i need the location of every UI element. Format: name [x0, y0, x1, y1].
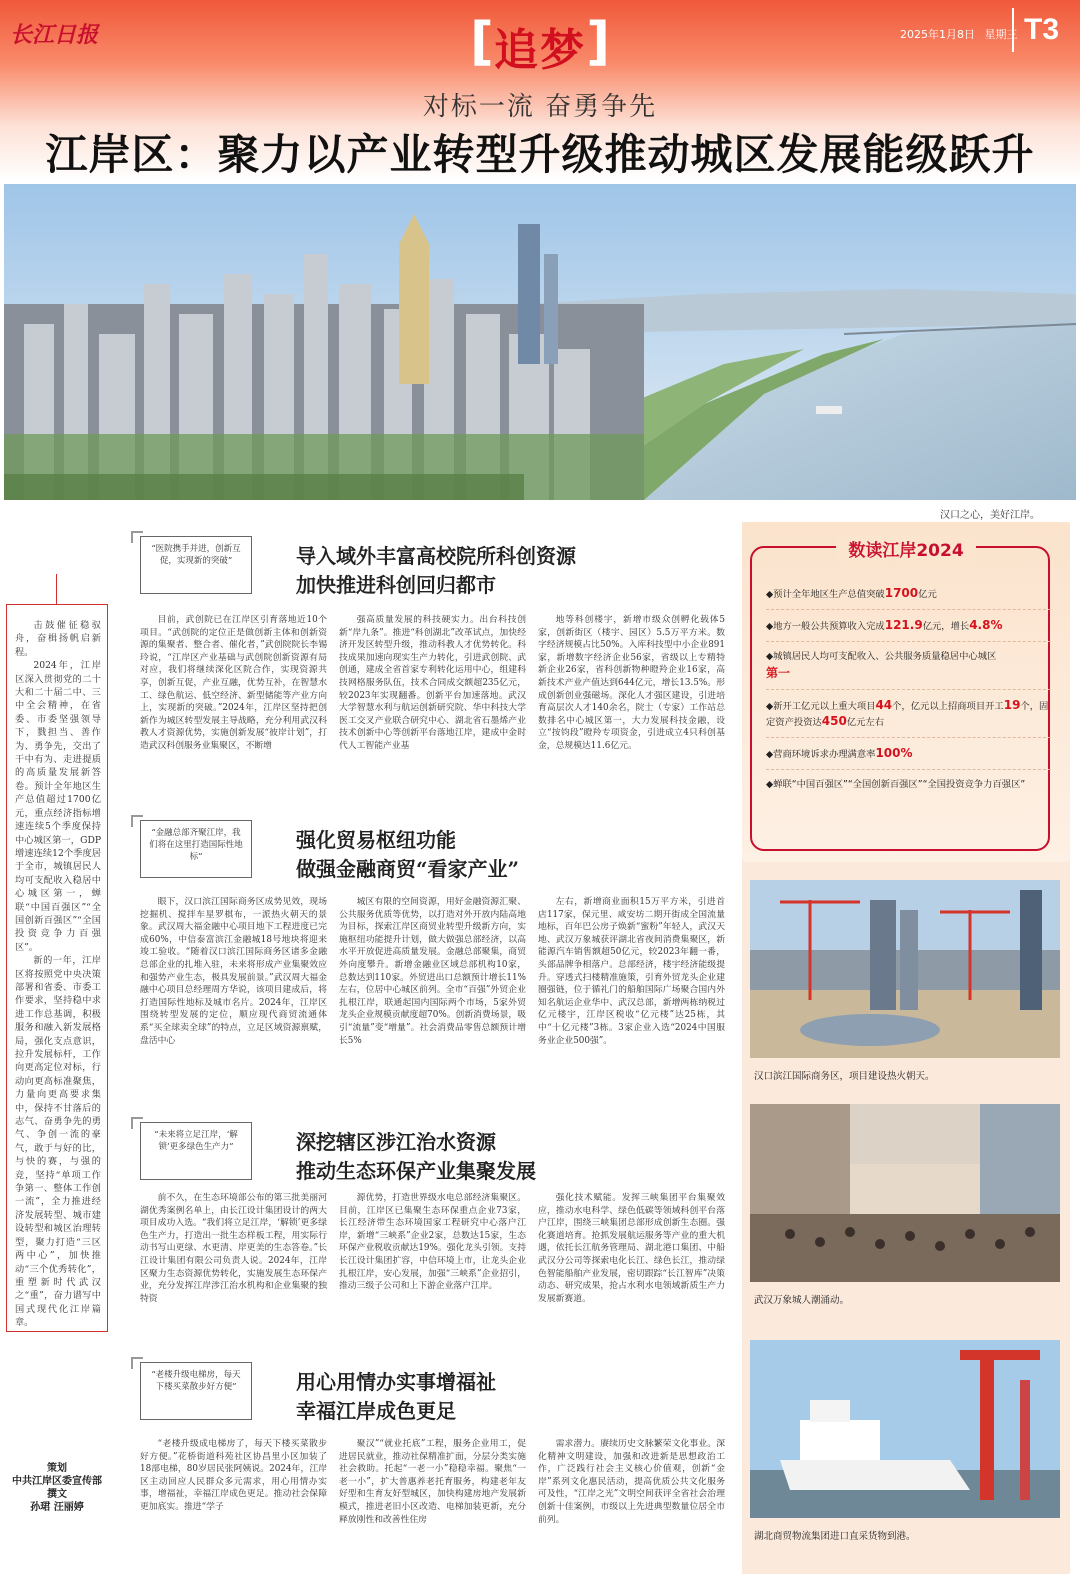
article-column	[339, 1192, 526, 1332]
headline-line: 幸福江岸成色更足	[296, 1399, 456, 1423]
section-headline	[296, 1128, 726, 1186]
headline-line: 深挖辖区涉江治水资源	[296, 1130, 496, 1154]
article-section	[140, 536, 725, 786]
column-text: 源优势，打造世界级水电总部经济集聚区。目前，江岸区已集聚生态环保重点企业73家，长江经济带生态环境国家工程研究中心落户江岸，新增“三峡系”企业2家，总数达15家，生态环保产业税收贡献达19%。强化龙头引领。支持长江设计集团扩容，中信环境上市，让龙头企业扎根江岸，安心发展，加强“三峡系”企业招引，推动三级子公司和上下游企业落户江岸。	[339, 1193, 526, 1292]
photo-mall	[750, 1104, 1060, 1282]
stat-text: 亿元	[918, 589, 937, 600]
page-number: T3	[1012, 8, 1076, 52]
article-column	[140, 1438, 327, 1568]
headline-line: 加快推进科创回归都市	[296, 573, 496, 597]
stat-value: 4.8%	[969, 618, 1003, 632]
credits	[6, 1462, 108, 1514]
column-text: “老楼升级成电梯房了，每天下楼买菜散步好方便。”花桥街道科苑社区协昌里小区加装了18部电梯，80岁居民张阿姨说。2024年，江岸区主动回应人民群众多元需求，用心用情办实事，增福祉，幸福江岸成色更足。推动社会保障更加底实。推进“学子	[140, 1439, 327, 1512]
stat-value: 450	[821, 714, 847, 728]
editorial-paragraph: 击鼓催征稳驭舟，奋楫扬帆启新程。	[15, 620, 101, 658]
stat-text: 地方一般公共预算收入完成	[773, 621, 885, 632]
article-columns	[140, 1438, 725, 1568]
date-text: 2025年1月8日	[900, 28, 975, 41]
column-text: 前不久，在生态环境部公布的第三批美丽河湖优秀案例名单上，由长江设计集团设计的两大项目成功入选。“我们将立足江岸，‘解锁’更多绿色生产力，打造出一批生态样板工程，用实际行动书写山更绿、水更清、岸更美的生态答卷。”长江设计集团有限公司负责人说。2024年，江岸区聚力生态资源优势转化，实施发展生态环保产业，充分发挥江岸涉江治水机构和企业集聚的独特资	[140, 1193, 327, 1304]
stat-value: 1700	[884, 586, 919, 600]
photo-caption: 湖北商贸物流集团进口直采货物到港。	[754, 1531, 916, 1542]
stat-text: 预计全年地区生产总值突破	[773, 589, 885, 600]
article-columns	[140, 614, 725, 786]
article-column	[538, 896, 725, 1080]
stat-text: 蝉联“中国百强区”“全国创新百强区”“全国投资竞争力百强区”	[773, 779, 1026, 790]
column-text: 聚汉”“就业托底”工程，服务企业用工，促进居民就业，推动社保精准扩面，分层分类实施社会救助。托起“一老一小”稳稳幸福。聚焦“一老一小”，扩大普惠养老托育服务，构建老年友好型和生育友好型城区，加快构建房地产发展新模式，推进老旧小区改造、电梯加装更新，充分释放刚性和改善性住房	[339, 1439, 526, 1525]
column-text: 强化技术赋能。发挥三峡集团平台集聚效应，推动水电科学、绿色低碳等领域科创平台落户江岸，围绕三峡集团总部形成创新生态圈。强化赛道培育。抢抓发展航运服务等产业的重大机遇，依托长江航务管理局、湖北港口集团、中船武汉分公司等探索电化长江、绿色长江，推动绿色智能船舶产业发展，密切跟踪“长江智库”决策动态、研究成果，抢占水利水电领域新质生产力发展新赛道。	[538, 1193, 725, 1304]
section-headline	[296, 826, 726, 884]
hero-photo	[4, 184, 1076, 500]
stat-text: 新开工亿元以上重大项目	[773, 701, 876, 712]
editorial-sidebar	[6, 604, 108, 1574]
article-columns	[140, 1192, 725, 1332]
bracket-right-icon: ]	[586, 12, 610, 72]
headline-line: 强化贸易枢纽功能	[296, 828, 456, 852]
pull-quote: “老楼升级电梯房，每天下楼买菜散步好方便”	[140, 1362, 252, 1420]
pull-quote: “未来将立足江岸，‘解锁’更多绿色生产力”	[140, 1122, 252, 1180]
section-badge	[470, 6, 610, 78]
stats-panel	[742, 522, 1070, 862]
credit-line: 中共江岸区委宣传部	[12, 1476, 102, 1487]
article-column	[140, 614, 327, 786]
article-section	[140, 1362, 725, 1574]
article-column	[140, 896, 327, 1080]
pull-quote: “金融总部齐聚江岸，我们将在这里打造国际性地标”	[140, 820, 252, 878]
photo-caption: 武汉万象城人潮涌动。	[754, 1295, 850, 1306]
sidebar-connector	[56, 574, 57, 604]
editorial-paragraph: 2024年，江岸区深入贯彻党的二十大和二十届二中、三中全会精神，在省委、市委坚强领导下，戮担当、善作为、勇争先，交出了干中有为、走进提质的高质量发展新答卷。预计全年地区生产总值超过1700亿元，重点经济指标增速连续5个季度保持中心城区第一，GDP增速连续12个季度居于全市，城镇居民人均可支配收入稳居中心城区第一，蝉联“中国百强区”“全国创新百强区”“全国投资竞争力百强区”。	[15, 660, 101, 953]
stat-item: ◆预计全年地区生产总值突破1700亿元	[766, 578, 1051, 610]
issue-date	[900, 26, 1024, 42]
stat-item: ◆营商环境诉求办理满意率100%	[766, 738, 1051, 770]
article-column	[339, 614, 526, 786]
section-headline	[296, 542, 726, 600]
stat-text: 亿元左右	[846, 717, 885, 728]
column-text: 眼下，汉口滨江国际商务区成势见效，现场挖掘机、搅拌车星罗棋布，一派热火朝天的景象。武汉周大福金融中心项目地下工程进度已完成60%，中信泰富滨江金融城18号地块将迎来竣工验收。“随着汉口滨江国际商务区诸多金融总部企业的扎堆入驻，未来将形成产业集聚效应和强势产业生态，极具发展前景。”武汉周大福金融中心项目总经理周方华说，该项目建成后，将打造国际性地标及城市名片。2024年，江岸区围绕转型发展的定位，顺应现代商贸流通体系“买全球卖全球”的特点，立足区域资源禀赋，盘活中心	[140, 897, 327, 1046]
article-column	[538, 1192, 725, 1332]
column-text: 强高质量发展的科技硬实力。出台科技创新“岸九条”。推进“科创湖北”改革试点，加快经济开发区转型升级，推动科教人才优势转化。科技成果加速向现实生产力转化，引进武创院、武创通，建成全省首家专利转化运用中心，组建科技网格服务队伍，技术合同成交额超235亿元，较2023年实现翻番。创新平台加速落地。武汉大学智慧水利与航运创新研究院、华中科技大学医工交叉产业联合研究中心、湖北省石墨烯产业技术创新中心等创新平台落地江岸，建成中金时代人工智能产业基	[339, 615, 526, 751]
stat-item: ◆地方一般公共预算收入完成121.9亿元，增长4.8%	[766, 610, 1051, 642]
credit-line: 策划	[47, 1463, 67, 1474]
pull-quote: “医院携手并进，创新互促，实现新的突破”	[140, 536, 252, 594]
stat-item: ◆新开工亿元以上重大项目44个，亿元以上招商项目开工19个，固定资产投资达450亿元左右	[766, 690, 1051, 738]
stat-text: 个，固定资产投资达	[766, 701, 1049, 728]
headline-line: 做强金融商贸“看家产业”	[296, 857, 520, 881]
photo-construction	[750, 880, 1060, 1058]
stat-value: 44	[875, 698, 893, 712]
stat-value: 121.9	[884, 618, 923, 632]
stat-item: ◆蝉联“中国百强区”“全国创新百强区”“全国投资竞争力百强区”	[766, 779, 1026, 790]
masthead-logo: 长江日报	[10, 22, 99, 48]
stat-text: 营商环境诉求办理满意率	[773, 749, 876, 760]
stats-list	[766, 578, 1051, 799]
photo-port	[750, 1340, 1060, 1518]
article-column	[339, 1438, 526, 1568]
article-section	[140, 820, 725, 1080]
article-columns	[140, 896, 725, 1080]
section-title: 追梦	[494, 25, 586, 76]
stat-item: ◆城镇居民人均可支配收入、公共服务质量稳居中心城区 第一	[766, 642, 1051, 690]
photo-caption: 汉口滨江国际商务区，项目建设热火朝天。	[754, 1071, 935, 1082]
stat-text: 城镇居民人均可支配收入、公共服务质量稳居中心城区	[773, 651, 997, 662]
bracket-left-icon: [	[470, 12, 494, 72]
credit-line: 撰文	[47, 1489, 67, 1500]
page-header	[0, 0, 1080, 180]
editorial-paragraph: 新的一年，江岸区将按照党中央决策部署和省委、市委工作要求，坚持稳中求进工作总基调，积极服务和融入新发展格局，强化支点意识，拉升发展标杆，工作向更高定位对标，行动向更高标准聚焦，力量向更高要求集中，保持不甘落后的志气、奋勇争先的勇气、争创一流的豪气，敢于与好的比，与快的赛，与强的竞，坚持“单项工作争第一、整体工作创一流”，全力推进经济发展转型、城市建设转型和城区治理转型，聚力打造“三区两中心”，加快推动“三个优秀转化”，重塑新时代武汉之“重”，奋力谱写中国式现代化江岸篇章。	[15, 955, 101, 1329]
stats-title: 数读江岸2024	[836, 536, 976, 561]
article-column	[140, 1192, 327, 1332]
stat-text: 个，亿元以上招商项目开工	[892, 701, 1004, 712]
headline-line: 导入域外丰富高校院所科创资源	[296, 544, 576, 568]
column-text: 地等科创楼宇，新增市级众创孵化载体5家，创新街区（楼宇、园区）5.5万平方米。数字经济规模占比50%。入库科技型中小企业891家，新增数字经济企业56家，省级以上专精特新企业26家，省科创新物种瞪羚企业16家，高新技术产业产值达到644亿元，增长13.5%。形成创新创业强磁场。深化人才强区建设，引进培育高层次人才140余名，院士（专家）工作站总数排名中心城区第一，大力发展科技金融，设立“按钧段”瞪羚专项资金，引进成立4只科创基金，总规模达11.6亿元。	[538, 615, 725, 751]
stat-text: 亿元，增长	[922, 621, 970, 632]
article-column	[339, 896, 526, 1080]
stat-value: 19	[1003, 698, 1021, 712]
page-title: 江岸区：聚力以产业转型升级推动城区发展能级跃升	[45, 130, 1035, 179]
column-text: 城区有限的空间资源，用好金融资源汇聚、公共服务优质等优势，以打造对外开放内陆高地为目标，探索江岸区商贸业转型升级新方向，实施枢纽功能提升计划，做大做强总部经济，以高水平开放促进高质量发展。金融总部聚集，商贸外向度攀升。新增金融业区域总部机构10家，总数达到110家。外贸进出口总额预计增长11%左右，位居中心城区前列。全市“百强”外贸企业扎根江岸，联通起国内国际两个市场，5家外贸龙头企业规模贡献度超70%。创新消费场景，吸引“流量”变“增量”。社会消费品零售总额预计增长5%	[339, 897, 526, 1046]
column-text: 左右，新增商业面积15万平方米，引进首店117家，保元里、咸安坊二期开街成全国流量地标，百年巴公房子焕新“蜜粉”年轻人，武汉天地、武汉万象城获评湖北省夜间消费集聚区，新能源汽车销售额超50亿元，较2023年翻一番，头部品牌争相落户。总部经济，楼宇经济能级提升。穿透式扫楼精准施策，引育外贸龙头企业建圈强链，位于循礼门的船舶国际广场聚合国内外知名航运企业华中、武汉总部，新增两栋纳税过亿元楼宇，江岸区税收“亿元楼”达25栋，其中“十亿元楼”3栋。3家企业入选“2024中国服务业企业500强”。	[538, 897, 725, 1046]
headline-line: 用心用情办实事增福祉	[296, 1370, 496, 1394]
credit-line: 孙珺 汪丽婷	[30, 1502, 84, 1513]
article-section	[140, 1122, 725, 1332]
headline-line: 推动生态环保产业集聚发展	[296, 1159, 536, 1183]
page-subhead: 对标一流 奋勇争先	[422, 92, 658, 122]
hero-caption: 汉口之心，美好江岸。	[940, 510, 1040, 521]
weekday-text: 星期三	[984, 28, 1018, 41]
section-headline	[296, 1368, 726, 1426]
editorial-box	[6, 604, 108, 1332]
stat-value: 100%	[875, 746, 913, 760]
column-text: 需求潜力。赓续历史文脉繁荣文化事业。深化精神文明建设，加强和改进新是思想政治工作，广泛践行社会主义核心价值观，创新“金岸”系列文化惠民活动，提高优质公共文化服务可及性，“江岸之光”文明空间获评全省社会治理创新十佳案例，市级以上先进典型数量位居全市前列。	[538, 1439, 725, 1525]
article-column	[538, 614, 725, 786]
stat-value: 第一	[766, 666, 791, 680]
article-column	[538, 1438, 725, 1568]
column-text: 目前，武创院已在江岸区引育落地近10个项目。“武创院的定位正是做创新主体和创新资源的集聚者、整合者、催化者，”武创院院长李锡玲说，“江岸区产业基础与武创院创新资源有局对应，我们将继续深化区院合作，实现资源共享，创新互促，产业互融，优势互补，在智慧水工、绿色航运、低空经济、新型储能等产业方向上，实现新的突破。”2024年，江岸区坚持把创新作为城区转型发展主导战略，充分利用武汉科教人才资源优势，实施创新发展“彼岸计划”，打造武汉科创服务业集聚区，不断增	[140, 615, 327, 751]
